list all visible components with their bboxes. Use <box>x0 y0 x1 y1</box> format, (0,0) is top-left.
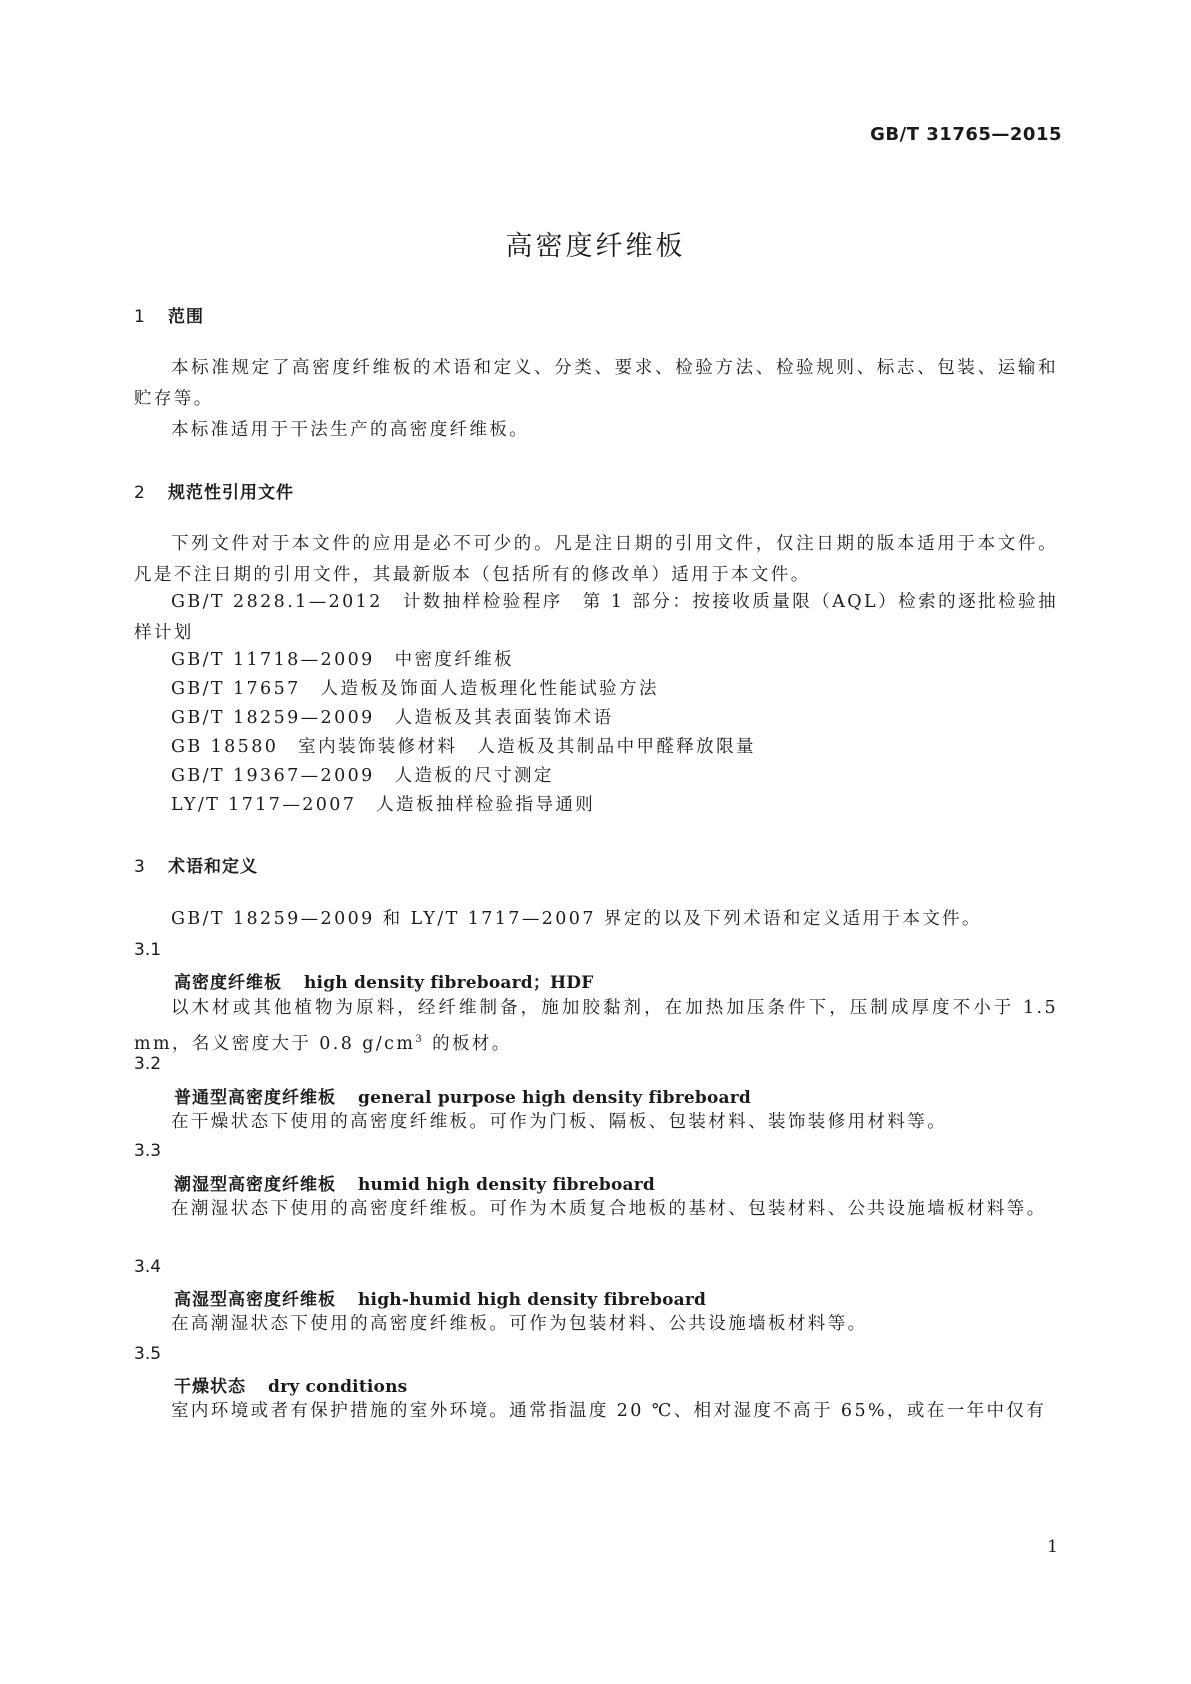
term-english: humid high density fibreboard <box>358 1175 656 1195</box>
section-2-heading <box>134 478 294 503</box>
section-title: 规范性引用文件 <box>168 483 294 503</box>
paragraph: 本标准规定了高密度纤维板的术语和定义、分类、要求、检验方法、检验规则、标志、包装、运输和贮存等。 <box>134 358 1058 409</box>
term-english: dry conditions <box>268 1377 408 1397</box>
reference-item: GB/T 18259—2009 人造板及其表面装饰术语 <box>171 708 614 728</box>
term-chinese: 高密度纤维板 <box>174 973 282 993</box>
term-chinese: 潮湿型高密度纤维板 <box>174 1175 336 1195</box>
term-definition: 在潮湿状态下使用的高密度纤维板。可作为木质复合地板的基材、包装材料、公共设施墙板材料等。 <box>171 1199 1047 1219</box>
superscript: 3 <box>415 1034 425 1045</box>
section-1-heading <box>134 302 204 327</box>
paragraph: GB/T 18259—2009 和 LY/T 1717—2007 界定的以及下列术语和定义适用于本文件。 <box>171 909 982 929</box>
section-number: 3 <box>134 857 146 877</box>
clause-number: 3.2 <box>134 1054 162 1074</box>
standard-code: GB/T 31765—2015 <box>870 124 1062 145</box>
term-chinese: 干燥状态 <box>174 1377 246 1397</box>
definition-text: 的板材。 <box>424 1033 512 1054</box>
reference-item: GB/T 17657 人造板及饰面人造板理化性能试验方法 <box>171 679 659 699</box>
clause-number: 3.4 <box>134 1257 162 1277</box>
term-english: high density fibreboard；HDF <box>304 973 594 993</box>
term-heading <box>174 1285 706 1310</box>
term-english: high-humid high density fibreboard <box>358 1290 707 1310</box>
term-definition: 室内环境或者有保护措施的室外环境。通常指温度 20 ℃、相对湿度不高于 65%，或在一年中仅有 <box>171 1401 1047 1421</box>
clause-number: 3.5 <box>134 1344 162 1364</box>
term-chinese: 普通型高密度纤维板 <box>174 1088 336 1108</box>
reference-item: GB/T 2828.1—2012 计数抽样检验程序 第 1 部分：按接收质量限（AQL）检索的逐批检验抽样计划 <box>134 592 1058 643</box>
section-number: 1 <box>134 307 146 327</box>
reference-item: LY/T 1717—2007 人造板抽样检验指导通则 <box>171 795 596 815</box>
reference-item: GB/T 11718—2009 中密度纤维板 <box>171 650 514 670</box>
reference-item: GB 18580 室内装饰装修材料 人造板及其制品中甲醛释放限量 <box>171 737 756 757</box>
term-definition: 在高潮湿状态下使用的高密度纤维板。可作为包装材料、公共设施墙板材料等。 <box>171 1314 868 1334</box>
term-definition: 在干燥状态下使用的高密度纤维板。可作为门板、隔板、包装材料、装饰装修用材料等。 <box>171 1112 948 1132</box>
term-heading <box>174 968 594 993</box>
paragraph: 本标准适用于干法生产的高密度纤维板。 <box>171 420 530 440</box>
section-title: 术语和定义 <box>168 857 258 877</box>
section-number: 2 <box>134 483 146 503</box>
definition-text: 以木材或其他植物为原料，经纤维制备，施加胶黏剂，在加热加压条件下，压制成厚度不小于 1.5 mm，名义密度大于 0.8 g/cm <box>134 998 1058 1054</box>
paragraph: 下列文件对于本文件的应用是必不可少的。凡是注日期的引用文件，仅注日期的版本适用于本文件。凡是不注日期的引用文件，其最新版本（包括所有的修改单）适用于本文件。 <box>134 534 1058 585</box>
page-number: 1 <box>1047 1537 1058 1557</box>
section-3-heading <box>134 852 258 877</box>
reference-item: GB/T 19367—2009 人造板的尺寸测定 <box>171 766 554 786</box>
term-heading <box>174 1170 655 1195</box>
clause-number: 3.1 <box>134 940 162 960</box>
term-english: general purpose high density fibreboard <box>358 1088 751 1108</box>
term-chinese: 高湿型高密度纤维板 <box>174 1290 336 1310</box>
term-heading <box>174 1372 407 1397</box>
term-definition <box>134 993 1058 1060</box>
term-heading <box>174 1083 751 1108</box>
document-title: 高密度纤维板 <box>505 231 686 262</box>
clause-number: 3.3 <box>134 1141 162 1161</box>
section-title: 范围 <box>168 307 204 327</box>
